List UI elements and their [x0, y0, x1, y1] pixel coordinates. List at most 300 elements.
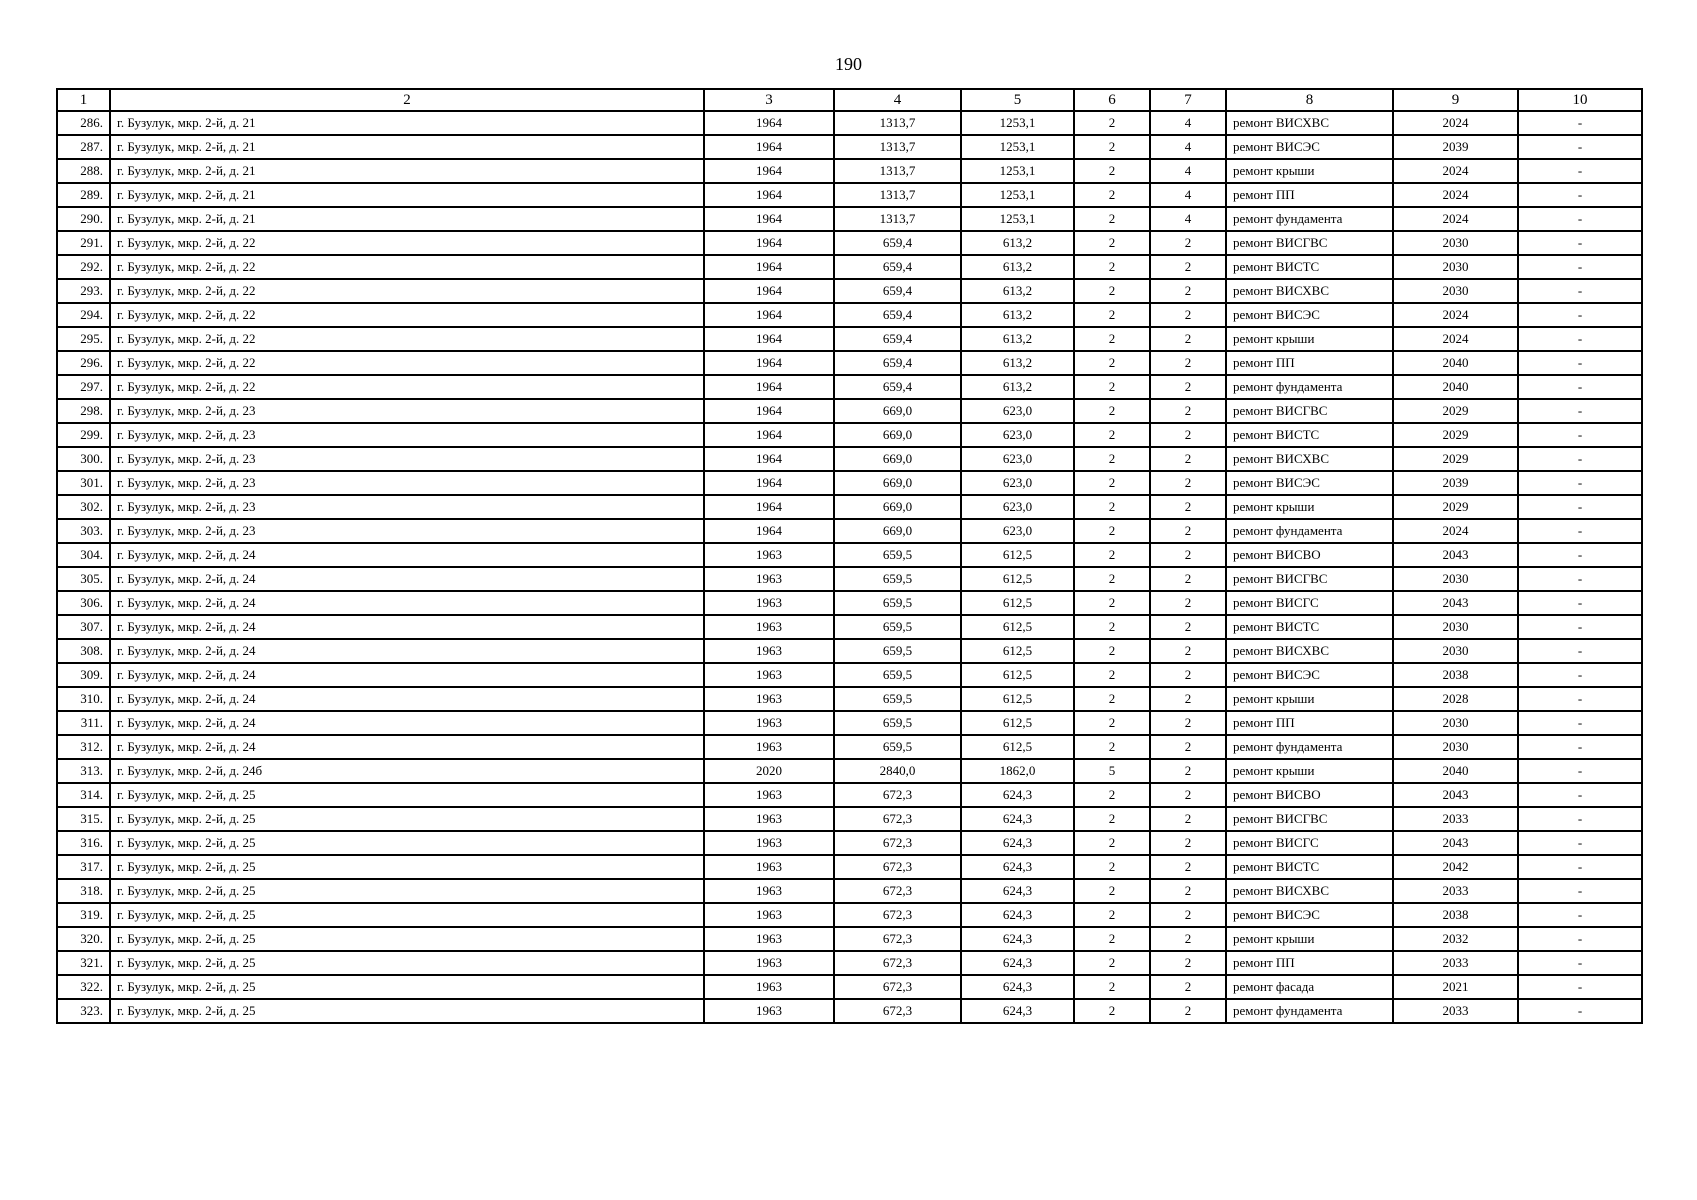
cell-cost: -	[1518, 183, 1642, 207]
cell-build-year: 1964	[704, 135, 834, 159]
cell-living-area: 612,5	[961, 639, 1074, 663]
cell-address: г. Бузулук, мкр. 2-й, д. 24	[110, 543, 704, 567]
cell-living-area: 623,0	[961, 471, 1074, 495]
cell-living-area: 624,3	[961, 975, 1074, 999]
cell-address: г. Бузулук, мкр. 2-й, д. 25	[110, 807, 704, 831]
cell-total-area: 659,4	[834, 351, 961, 375]
cell-total-area: 669,0	[834, 519, 961, 543]
cell-cost: -	[1518, 495, 1642, 519]
cell-build-year: 1964	[704, 255, 834, 279]
cell-row-number: 310.	[57, 687, 110, 711]
cell-entrances: 2	[1150, 231, 1226, 255]
cell-entrances: 2	[1150, 423, 1226, 447]
table-row	[57, 567, 1642, 591]
cell-entrances: 4	[1150, 183, 1226, 207]
cell-address: г. Бузулук, мкр. 2-й, д. 22	[110, 231, 704, 255]
cell-address: г. Бузулук, мкр. 2-й, д. 23	[110, 495, 704, 519]
cell-total-area: 2840,0	[834, 759, 961, 783]
cell-living-area: 612,5	[961, 615, 1074, 639]
cell-address: г. Бузулук, мкр. 2-й, д. 25	[110, 903, 704, 927]
cell-address: г. Бузулук, мкр. 2-й, д. 24	[110, 735, 704, 759]
cell-floors: 2	[1074, 807, 1150, 831]
cell-address: г. Бузулук, мкр. 2-й, д. 25	[110, 999, 704, 1023]
cell-living-area: 623,0	[961, 495, 1074, 519]
cell-total-area: 672,3	[834, 975, 961, 999]
table-row	[57, 447, 1642, 471]
cell-work-type: ремонт крыши	[1226, 495, 1393, 519]
cell-work-type: ремонт ВИСХВС	[1226, 879, 1393, 903]
cell-work-type: ремонт ВИСХВС	[1226, 279, 1393, 303]
col-header-1: 1	[57, 89, 110, 111]
cell-planned-year: 2030	[1393, 615, 1518, 639]
cell-work-type: ремонт ВИСВО	[1226, 543, 1393, 567]
cell-living-area: 613,2	[961, 255, 1074, 279]
cell-planned-year: 2033	[1393, 999, 1518, 1023]
cell-build-year: 1964	[704, 423, 834, 447]
cell-floors: 2	[1074, 207, 1150, 231]
cell-address: г. Бузулук, мкр. 2-й, д. 23	[110, 447, 704, 471]
cell-work-type: ремонт фундамента	[1226, 207, 1393, 231]
table-row	[57, 423, 1642, 447]
cell-address: г. Бузулук, мкр. 2-й, д. 25	[110, 879, 704, 903]
cell-build-year: 1963	[704, 591, 834, 615]
cell-living-area: 613,2	[961, 351, 1074, 375]
cell-row-number: 319.	[57, 903, 110, 927]
cell-total-area: 659,5	[834, 543, 961, 567]
cell-row-number: 305.	[57, 567, 110, 591]
cell-living-area: 623,0	[961, 399, 1074, 423]
cell-total-area: 672,3	[834, 999, 961, 1023]
cell-total-area: 659,5	[834, 639, 961, 663]
cell-total-area: 669,0	[834, 423, 961, 447]
cell-planned-year: 2024	[1393, 519, 1518, 543]
cell-floors: 2	[1074, 927, 1150, 951]
cell-planned-year: 2030	[1393, 231, 1518, 255]
cell-build-year: 1964	[704, 303, 834, 327]
cell-build-year: 1964	[704, 375, 834, 399]
cell-planned-year: 2043	[1393, 591, 1518, 615]
table-row	[57, 543, 1642, 567]
cell-address: г. Бузулук, мкр. 2-й, д. 22	[110, 351, 704, 375]
cell-entrances: 2	[1150, 447, 1226, 471]
cell-cost: -	[1518, 999, 1642, 1023]
cell-entrances: 2	[1150, 687, 1226, 711]
cell-cost: -	[1518, 447, 1642, 471]
cell-work-type: ремонт ПП	[1226, 351, 1393, 375]
cell-work-type: ремонт ВИСТС	[1226, 255, 1393, 279]
cell-cost: -	[1518, 327, 1642, 351]
cell-row-number: 292.	[57, 255, 110, 279]
cell-cost: -	[1518, 951, 1642, 975]
cell-cost: -	[1518, 471, 1642, 495]
cell-planned-year: 2038	[1393, 903, 1518, 927]
table-row	[57, 975, 1642, 999]
cell-address: г. Бузулук, мкр. 2-й, д. 21	[110, 183, 704, 207]
cell-living-area: 624,3	[961, 807, 1074, 831]
cell-address: г. Бузулук, мкр. 2-й, д. 22	[110, 327, 704, 351]
cell-floors: 2	[1074, 519, 1150, 543]
table-row	[57, 735, 1642, 759]
cell-planned-year: 2029	[1393, 423, 1518, 447]
cell-planned-year: 2039	[1393, 471, 1518, 495]
cell-living-area: 612,5	[961, 663, 1074, 687]
cell-planned-year: 2038	[1393, 663, 1518, 687]
cell-planned-year: 2021	[1393, 975, 1518, 999]
cell-cost: -	[1518, 735, 1642, 759]
cell-floors: 2	[1074, 735, 1150, 759]
cell-planned-year: 2030	[1393, 711, 1518, 735]
cell-row-number: 297.	[57, 375, 110, 399]
cell-entrances: 2	[1150, 399, 1226, 423]
cell-planned-year: 2043	[1393, 783, 1518, 807]
col-header-10: 10	[1518, 89, 1642, 111]
table-row	[57, 807, 1642, 831]
cell-cost: -	[1518, 423, 1642, 447]
cell-entrances: 2	[1150, 327, 1226, 351]
cell-living-area: 623,0	[961, 423, 1074, 447]
cell-floors: 2	[1074, 183, 1150, 207]
table-row	[57, 135, 1642, 159]
cell-build-year: 1964	[704, 159, 834, 183]
cell-row-number: 289.	[57, 183, 110, 207]
cell-work-type: ремонт фундамента	[1226, 999, 1393, 1023]
cell-address: г. Бузулук, мкр. 2-й, д. 24	[110, 567, 704, 591]
cell-living-area: 1253,1	[961, 135, 1074, 159]
cell-floors: 2	[1074, 999, 1150, 1023]
cell-address: г. Бузулук, мкр. 2-й, д. 25	[110, 951, 704, 975]
cell-floors: 2	[1074, 471, 1150, 495]
cell-work-type: ремонт ВИСЭС	[1226, 135, 1393, 159]
table-row	[57, 711, 1642, 735]
cell-floors: 2	[1074, 855, 1150, 879]
table-row	[57, 519, 1642, 543]
cell-floors: 2	[1074, 783, 1150, 807]
cell-planned-year: 2042	[1393, 855, 1518, 879]
cell-entrances: 2	[1150, 903, 1226, 927]
cell-row-number: 298.	[57, 399, 110, 423]
cell-row-number: 294.	[57, 303, 110, 327]
cell-floors: 2	[1074, 447, 1150, 471]
cell-total-area: 672,3	[834, 903, 961, 927]
cell-floors: 2	[1074, 591, 1150, 615]
cell-work-type: ремонт фундамента	[1226, 735, 1393, 759]
cell-row-number: 303.	[57, 519, 110, 543]
cell-entrances: 2	[1150, 927, 1226, 951]
cell-work-type: ремонт ВИСЭС	[1226, 303, 1393, 327]
cell-floors: 2	[1074, 279, 1150, 303]
cell-address: г. Бузулук, мкр. 2-й, д. 25	[110, 831, 704, 855]
cell-total-area: 659,4	[834, 303, 961, 327]
cell-address: г. Бузулук, мкр. 2-й, д. 23	[110, 423, 704, 447]
cell-row-number: 320.	[57, 927, 110, 951]
cell-total-area: 659,5	[834, 567, 961, 591]
cell-entrances: 2	[1150, 591, 1226, 615]
cell-floors: 2	[1074, 543, 1150, 567]
cell-living-area: 1253,1	[961, 183, 1074, 207]
table-row	[57, 783, 1642, 807]
cell-planned-year: 2024	[1393, 303, 1518, 327]
cell-total-area: 1313,7	[834, 183, 961, 207]
cell-total-area: 659,5	[834, 615, 961, 639]
cell-floors: 2	[1074, 615, 1150, 639]
cell-planned-year: 2030	[1393, 279, 1518, 303]
cell-build-year: 1963	[704, 855, 834, 879]
table-row	[57, 255, 1642, 279]
cell-total-area: 669,0	[834, 447, 961, 471]
table-row	[57, 759, 1642, 783]
cell-address: г. Бузулук, мкр. 2-й, д. 24	[110, 711, 704, 735]
cell-build-year: 1964	[704, 327, 834, 351]
cell-cost: -	[1518, 351, 1642, 375]
page-number: 190	[835, 54, 862, 74]
cell-cost: -	[1518, 543, 1642, 567]
cell-cost: -	[1518, 807, 1642, 831]
cell-planned-year: 2043	[1393, 543, 1518, 567]
cell-living-area: 1862,0	[961, 759, 1074, 783]
table-row	[57, 399, 1642, 423]
table-row	[57, 591, 1642, 615]
cell-row-number: 291.	[57, 231, 110, 255]
cell-work-type: ремонт ВИСХВС	[1226, 111, 1393, 135]
cell-living-area: 624,3	[961, 855, 1074, 879]
cell-work-type: ремонт крыши	[1226, 327, 1393, 351]
cell-floors: 2	[1074, 159, 1150, 183]
cell-build-year: 1963	[704, 807, 834, 831]
cell-work-type: ремонт ВИСГС	[1226, 591, 1393, 615]
cell-living-area: 624,3	[961, 999, 1074, 1023]
cell-entrances: 2	[1150, 807, 1226, 831]
cell-floors: 2	[1074, 711, 1150, 735]
cell-work-type: ремонт ВИСГВС	[1226, 807, 1393, 831]
cell-build-year: 1963	[704, 975, 834, 999]
cell-planned-year: 2043	[1393, 831, 1518, 855]
cell-address: г. Бузулук, мкр. 2-й, д. 24	[110, 687, 704, 711]
cell-build-year: 1964	[704, 519, 834, 543]
cell-floors: 2	[1074, 639, 1150, 663]
cell-entrances: 2	[1150, 351, 1226, 375]
table-row	[57, 927, 1642, 951]
table-row	[57, 231, 1642, 255]
cell-build-year: 1963	[704, 783, 834, 807]
cell-row-number: 290.	[57, 207, 110, 231]
table-row	[57, 303, 1642, 327]
cell-build-year: 1963	[704, 927, 834, 951]
cell-work-type: ремонт фундамента	[1226, 375, 1393, 399]
cell-floors: 2	[1074, 375, 1150, 399]
cell-cost: -	[1518, 879, 1642, 903]
cell-floors: 2	[1074, 303, 1150, 327]
cell-row-number: 299.	[57, 423, 110, 447]
cell-work-type: ремонт ВИСЭС	[1226, 903, 1393, 927]
cell-planned-year: 2024	[1393, 183, 1518, 207]
cell-planned-year: 2024	[1393, 327, 1518, 351]
cell-total-area: 659,4	[834, 231, 961, 255]
cell-planned-year: 2030	[1393, 255, 1518, 279]
cell-address: г. Бузулук, мкр. 2-й, д. 23	[110, 471, 704, 495]
cell-floors: 2	[1074, 423, 1150, 447]
cell-address: г. Бузулук, мкр. 2-й, д. 22	[110, 303, 704, 327]
cell-total-area: 659,4	[834, 327, 961, 351]
cell-cost: -	[1518, 855, 1642, 879]
table-row	[57, 831, 1642, 855]
cell-entrances: 2	[1150, 831, 1226, 855]
cell-address: г. Бузулук, мкр. 2-й, д. 22	[110, 255, 704, 279]
cell-address: г. Бузулук, мкр. 2-й, д. 21	[110, 111, 704, 135]
col-header-9: 9	[1393, 89, 1518, 111]
cell-entrances: 2	[1150, 495, 1226, 519]
table-row	[57, 495, 1642, 519]
cell-cost: -	[1518, 399, 1642, 423]
cell-entrances: 2	[1150, 375, 1226, 399]
cell-total-area: 672,3	[834, 783, 961, 807]
cell-build-year: 1963	[704, 663, 834, 687]
cell-living-area: 613,2	[961, 303, 1074, 327]
cell-address: г. Бузулук, мкр. 2-й, д. 22	[110, 375, 704, 399]
cell-address: г. Бузулук, мкр. 2-й, д. 24	[110, 615, 704, 639]
cell-living-area: 613,2	[961, 327, 1074, 351]
cell-floors: 2	[1074, 111, 1150, 135]
cell-build-year: 1964	[704, 351, 834, 375]
cell-floors: 2	[1074, 351, 1150, 375]
table-row	[57, 615, 1642, 639]
cell-entrances: 4	[1150, 159, 1226, 183]
cell-build-year: 1964	[704, 447, 834, 471]
cell-row-number: 312.	[57, 735, 110, 759]
cell-entrances: 2	[1150, 759, 1226, 783]
cell-row-number: 286.	[57, 111, 110, 135]
table-row	[57, 159, 1642, 183]
cell-build-year: 1964	[704, 279, 834, 303]
cell-entrances: 2	[1150, 519, 1226, 543]
cell-row-number: 306.	[57, 591, 110, 615]
cell-build-year: 1964	[704, 231, 834, 255]
cell-row-number: 321.	[57, 951, 110, 975]
cell-planned-year: 2032	[1393, 927, 1518, 951]
cell-living-area: 624,3	[961, 903, 1074, 927]
cell-total-area: 659,5	[834, 735, 961, 759]
cell-floors: 2	[1074, 231, 1150, 255]
cell-cost: -	[1518, 927, 1642, 951]
cell-total-area: 669,0	[834, 471, 961, 495]
cell-living-area: 624,3	[961, 927, 1074, 951]
cell-floors: 2	[1074, 975, 1150, 999]
cell-work-type: ремонт ВИСВО	[1226, 783, 1393, 807]
table-body	[57, 111, 1642, 1023]
col-header-5: 5	[961, 89, 1074, 111]
cell-total-area: 659,5	[834, 687, 961, 711]
cell-cost: -	[1518, 615, 1642, 639]
cell-work-type: ремонт ВИСХВС	[1226, 639, 1393, 663]
cell-build-year: 1963	[704, 951, 834, 975]
cell-total-area: 659,4	[834, 375, 961, 399]
cell-living-area: 613,2	[961, 231, 1074, 255]
cell-total-area: 659,4	[834, 279, 961, 303]
cell-row-number: 313.	[57, 759, 110, 783]
cell-cost: -	[1518, 831, 1642, 855]
cell-work-type: ремонт ВИСЭС	[1226, 663, 1393, 687]
cell-entrances: 2	[1150, 303, 1226, 327]
cell-total-area: 669,0	[834, 495, 961, 519]
cell-entrances: 2	[1150, 255, 1226, 279]
cell-floors: 2	[1074, 687, 1150, 711]
cell-planned-year: 2040	[1393, 759, 1518, 783]
cell-floors: 2	[1074, 327, 1150, 351]
cell-work-type: ремонт ПП	[1226, 711, 1393, 735]
cell-total-area: 672,3	[834, 807, 961, 831]
table-row	[57, 879, 1642, 903]
cell-row-number: 287.	[57, 135, 110, 159]
table-row	[57, 663, 1642, 687]
cell-living-area: 612,5	[961, 567, 1074, 591]
table-row	[57, 855, 1642, 879]
cell-address: г. Бузулук, мкр. 2-й, д. 22	[110, 279, 704, 303]
cell-work-type: ремонт ВИСТС	[1226, 423, 1393, 447]
cell-planned-year: 2033	[1393, 807, 1518, 831]
cell-address: г. Бузулук, мкр. 2-й, д. 24	[110, 663, 704, 687]
cell-row-number: 301.	[57, 471, 110, 495]
cell-total-area: 672,3	[834, 831, 961, 855]
table-row	[57, 999, 1642, 1023]
cell-cost: -	[1518, 975, 1642, 999]
cell-build-year: 1963	[704, 879, 834, 903]
cell-build-year: 1964	[704, 111, 834, 135]
cell-row-number: 318.	[57, 879, 110, 903]
cell-total-area: 1313,7	[834, 111, 961, 135]
cell-work-type: ремонт ВИСТС	[1226, 855, 1393, 879]
cell-entrances: 2	[1150, 279, 1226, 303]
cell-entrances: 2	[1150, 471, 1226, 495]
cell-build-year: 1963	[704, 831, 834, 855]
cell-cost: -	[1518, 255, 1642, 279]
table-row	[57, 327, 1642, 351]
table-row	[57, 207, 1642, 231]
cell-living-area: 1253,1	[961, 207, 1074, 231]
cell-work-type: ремонт фасада	[1226, 975, 1393, 999]
cell-work-type: ремонт ВИСТС	[1226, 615, 1393, 639]
cell-planned-year: 2030	[1393, 639, 1518, 663]
cell-work-type: ремонт ВИСХВС	[1226, 447, 1393, 471]
cell-living-area: 624,3	[961, 951, 1074, 975]
cell-address: г. Бузулук, мкр. 2-й, д. 24	[110, 591, 704, 615]
cell-planned-year: 2029	[1393, 447, 1518, 471]
cell-planned-year: 2028	[1393, 687, 1518, 711]
cell-total-area: 669,0	[834, 399, 961, 423]
cell-floors: 2	[1074, 903, 1150, 927]
cell-cost: -	[1518, 783, 1642, 807]
col-header-2: 2	[110, 89, 704, 111]
cell-cost: -	[1518, 111, 1642, 135]
cell-living-area: 623,0	[961, 447, 1074, 471]
cell-address: г. Бузулук, мкр. 2-й, д. 21	[110, 135, 704, 159]
cell-entrances: 2	[1150, 639, 1226, 663]
cell-address: г. Бузулук, мкр. 2-й, д. 25	[110, 927, 704, 951]
cell-cost: -	[1518, 687, 1642, 711]
cell-entrances: 2	[1150, 567, 1226, 591]
cell-build-year: 1964	[704, 183, 834, 207]
cell-work-type: ремонт ПП	[1226, 183, 1393, 207]
cell-address: г. Бузулук, мкр. 2-й, д. 23	[110, 399, 704, 423]
cell-living-area: 613,2	[961, 279, 1074, 303]
cell-work-type: ремонт крыши	[1226, 927, 1393, 951]
cell-entrances: 2	[1150, 975, 1226, 999]
cell-address: г. Бузулук, мкр. 2-й, д. 24б	[110, 759, 704, 783]
cell-cost: -	[1518, 663, 1642, 687]
cell-entrances: 2	[1150, 735, 1226, 759]
cell-floors: 2	[1074, 399, 1150, 423]
table-row	[57, 471, 1642, 495]
cell-living-area: 613,2	[961, 375, 1074, 399]
cell-planned-year: 2030	[1393, 735, 1518, 759]
